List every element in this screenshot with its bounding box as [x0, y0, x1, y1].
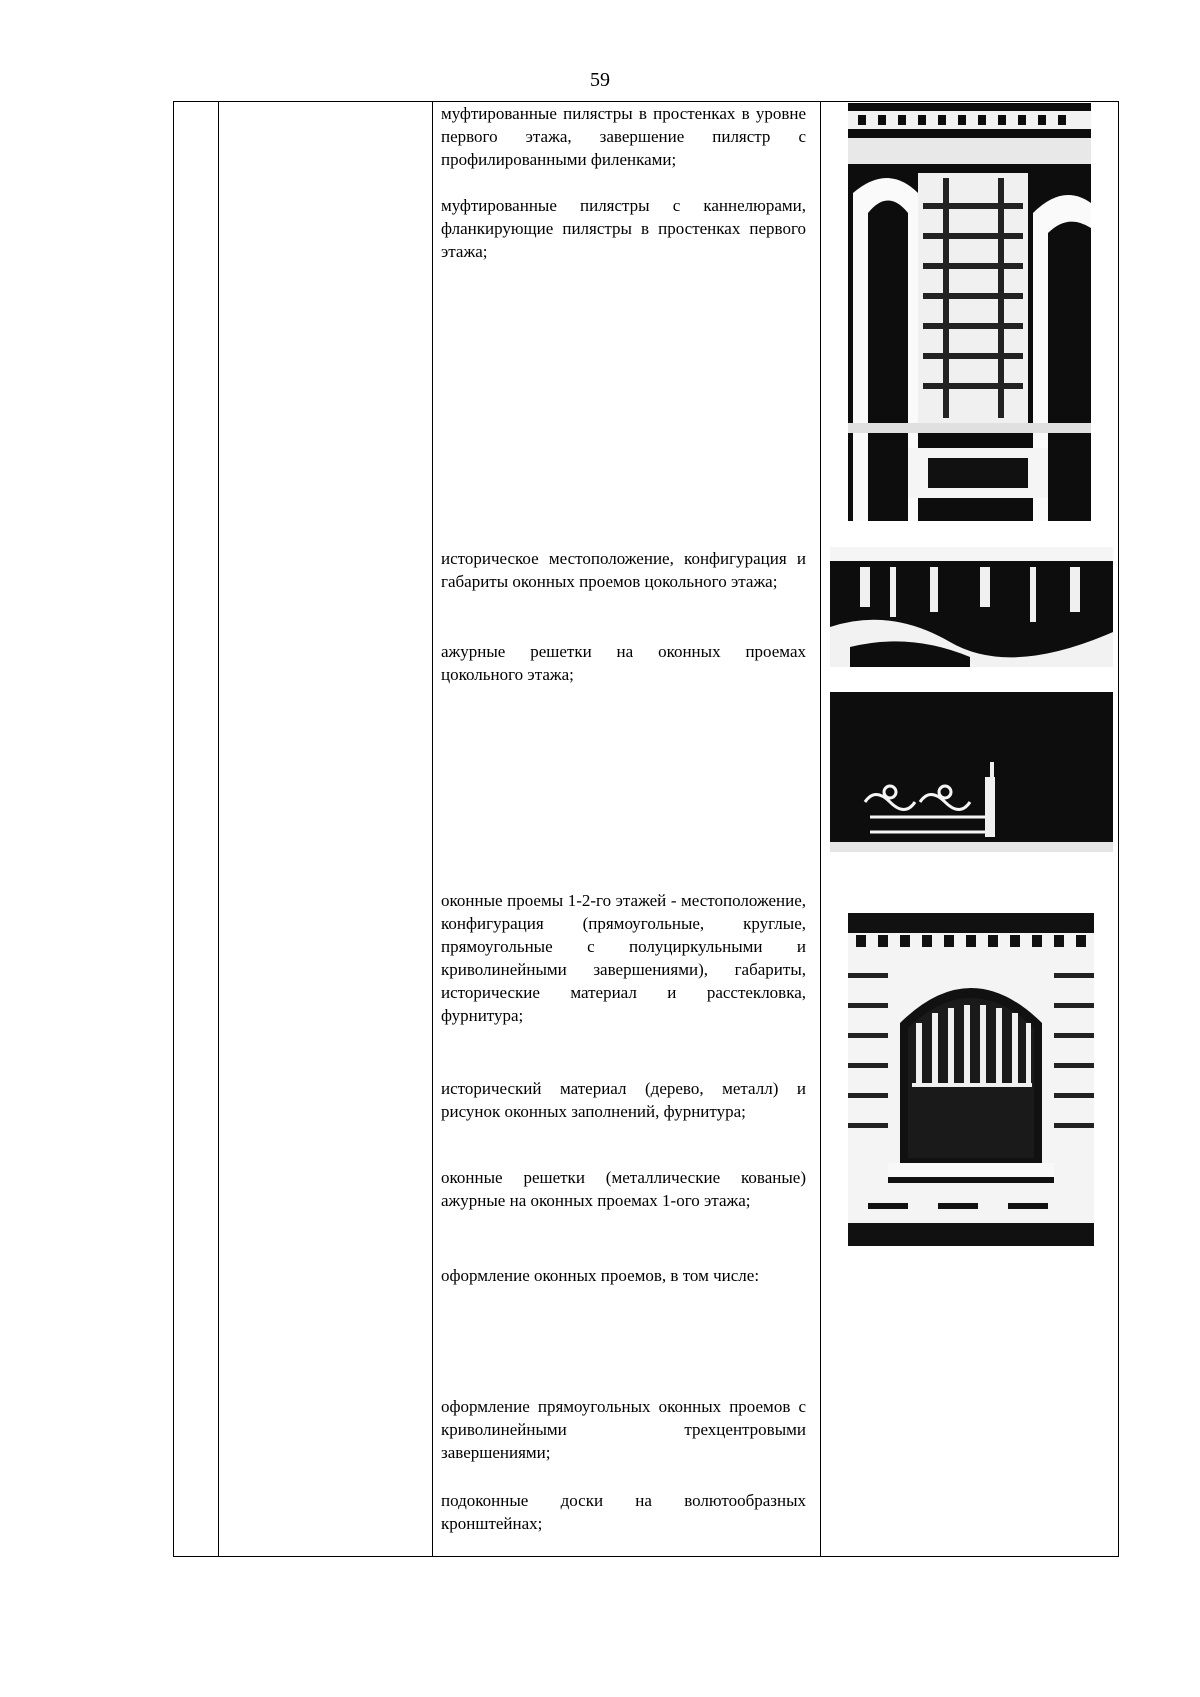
lattice-photo — [830, 692, 1113, 852]
column-divider-1 — [218, 102, 219, 1556]
paragraph: исторический материал (дерево, металл) и рисунок оконных заполнений, фурнитура; — [441, 1079, 806, 1121]
paragraph: ажурные решетки на оконных проемах цокольного этажа; — [441, 642, 806, 684]
paragraph: муфтированные пилястры с каннелюрами, фланкирующие пилястры в простенках первого этажа; — [441, 196, 806, 261]
paragraph: историческое местоположение, конфигурация и габариты оконных проемов цокольного этажа; — [441, 549, 806, 591]
pilaster-photo — [848, 103, 1091, 521]
page-number: 59 — [590, 69, 610, 91]
paragraph: оконные решетки (металлические кованые) ажурные на оконных проемах 1-ого этажа; — [441, 1168, 806, 1210]
paragraph: муфтированные пилястры в простенках в уровне первого этажа, завершение пилястр с профилированными филенками; — [441, 104, 806, 169]
paragraph: оформление оконных проемов, в том числе: — [441, 1266, 760, 1285]
basement-window-photo — [830, 547, 1113, 667]
column-divider-3 — [820, 102, 821, 1556]
paragraph: оконные проемы 1-2-го этажей - местоположение, конфигурация (прямоугольные, круглые, прямоугольные с полуциркульными и криволинейными завершениями), габариты, исторические материал и расстекловка, фурнитура; — [441, 891, 806, 1025]
column-divider-2 — [432, 102, 433, 1556]
paragraph: подоконные доски на волютообразных кронштейнах; — [441, 1491, 806, 1533]
paragraph: оформление прямоугольных оконных проемов с криволинейными трехцентровыми завершениями; — [441, 1397, 806, 1462]
arched-window-photo — [848, 913, 1094, 1246]
